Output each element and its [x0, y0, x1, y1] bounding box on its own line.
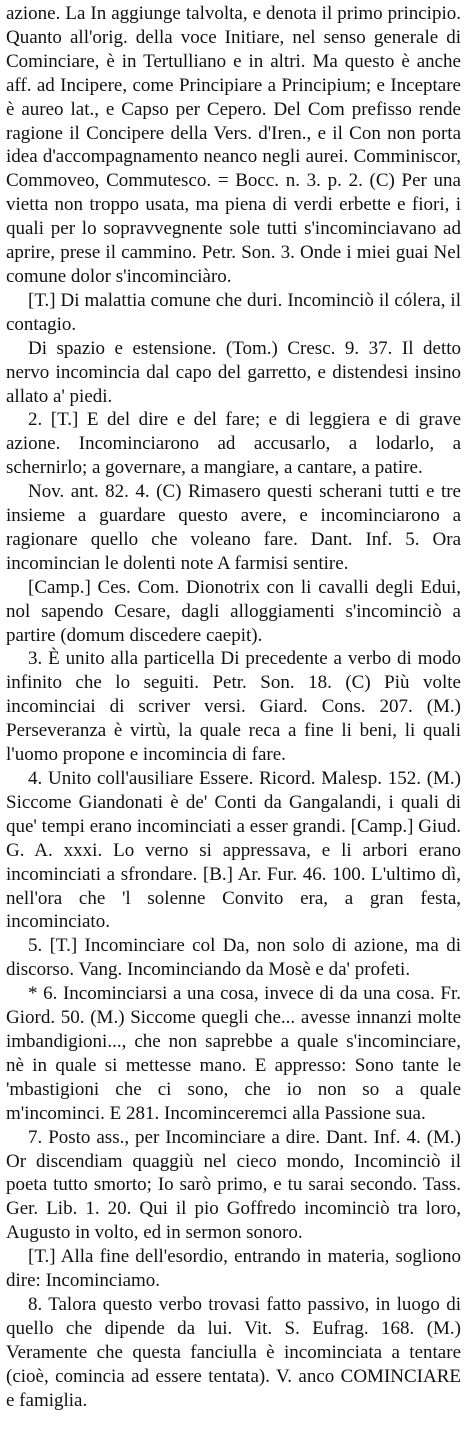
- sense-8: 8. Talora questo verbo trovasi fatto passivo, in luogo di quello che dipende da lui. Vit. S. Eufrag. 168. (M.) Veramente che questa fanciulla è incominciata a tentare (cioè, comincia ad essere tentata). V. anco COMINCIARE e famiglia.: [6, 1293, 461, 1411]
- sense-spazio: Di spazio e estensione. (Tom.) Cresc. 9. 37. Il detto nervo incomincia dal capo del garretto, e distendesi insino allato a' piedi.: [6, 337, 461, 407]
- sense-2-camp: [Camp.] Ces. Com. Dionotrix con li cavalli degli Edui, nol sapendo Cesare, dagli alloggiamenti s'incominciò a partire (domum discedere caepit).: [6, 576, 461, 646]
- sense-6: * 6. Incominciarsi a una cosa, invece di da una cosa. Fr. Giord. 50. (M.) Siccome quegli che... avesse innanzi molte imbandigioni..., che non saprebbe a quale s'incominciare, nè in quale si mettesse mano. E appresso: Sono tante le 'mbastigioni che ci sono, che io non so a quale m'incominci. E 281. Incominceremci alla Passione sua.: [6, 983, 461, 1124]
- sense-2: 2. [T.] E del dire e del fare; e di leggiera e di grave azione. Incominciarono ad accusarlo, a lodarlo, a schernirlo; a governare, a mangiare, a cantare, a patire.: [6, 409, 461, 479]
- sense-malattia: [T.] Di malattia comune che duri. Incominciò il cólera, il contagio.: [6, 289, 461, 335]
- sense-2-examples: Nov. ant. 82. 4. (C) Rimasero questi scherani tutti e tre insieme a guardare questo avere, e incominciarono a ragionare quello che voleano fare. Dant. Inf. 5. Ora incomincian le dolenti note A farmisi sentire.: [6, 481, 461, 574]
- sense-5: 5. [T.] Incominciare col Da, non solo di azione, ma di discorso. Vang. Incominciando da Mosè e da' profeti.: [6, 935, 461, 981]
- sense-7-note: [T.] Alla fine dell'esordio, entrando in materia, sogliono dire: Incominciamo.: [6, 1246, 461, 1292]
- entry-continuation: azione. La In aggiunge talvolta, e denota il primo principio. Quanto all'orig. della voce Initiare, nel senso generale di Cominciare, è in Tertulliano e in altri. Ma questo è anche aff. ad Incipere, come Principiare a Principium; e Inceptare è aureo lat., e Capso per Cepero. Del Com prefisso rende ragione il Concipere della Vers. d'Iren., e il Con non porta idea d'accompagnamento neanco negli aurei. Comminiscor, Commoveo, Commutesco. = Bocc. n. 3. p. 2. (C) Per una vietta non troppo usata, ma piena di verdi erbette e fiori, i quali per lo sopravvegnente sole tutti s'incominciavano ad aprire, prese il cammino. Petr. Son. 3. Onde i miei guai Nel comune dolor s'incominciàro.: [6, 3, 461, 287]
- sense-7: 7. Posto ass., per Incominciare a dire. Dant. Inf. 4. (M.) Or discendiam quaggiù nel cieco mondo, Incominciò il poeta tutto smorto; Io sarò primo, e tu sarai secondo. Tass. Ger. Lib. 1. 20. Qui il pio Goffredo incominciò tra loro, Augusto in volto, ed in sermon sonoro.: [6, 1126, 461, 1244]
- sense-4: 4. Unito coll'ausiliare Essere. Ricord. Malesp. 152. (M.) Siccome Giandonati è de' Conti da Gangalandi, i quali di que' tempi erano incominciati a esser grandi. [Camp.] Giud. G. A. xxxi. Lo verno si appressava, e li arbori erano incominciati a sfrondare. [B.] Ar. Fur. 46. 100. L'ultimo dì, nell'ora che 'l solenne Convito era, a gran festa, incominciato.: [6, 768, 461, 933]
- sense-3: 3. È unito alla particella Di precedente a verbo di modo infinito che lo seguiti. Petr. Son. 18. (C) Più volte incominciai di scriver versi. Giard. Cons. 207. (M.) Perseveranza è virtù, la quale reca a fine li beni, li quali l'uomo propone e incomincia di fare.: [6, 648, 461, 766]
